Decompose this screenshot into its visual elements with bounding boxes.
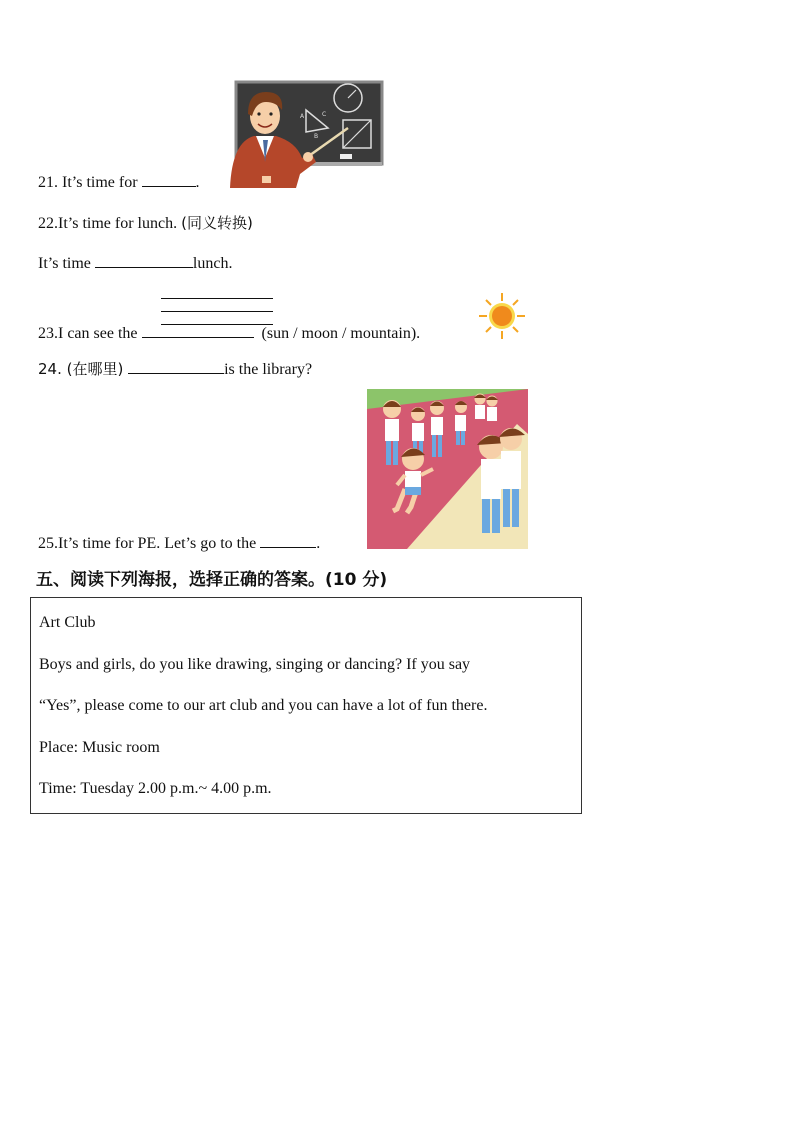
answer-blank-21[interactable] [142, 172, 196, 187]
svg-text:A: A [300, 113, 305, 120]
poster-time: Time: Tuesday 2.00 p.m.~ 4.00 p.m. [39, 780, 272, 797]
answer-blank-23-b[interactable] [161, 311, 273, 312]
question-24-note: 24. (在哪里) [38, 360, 129, 378]
art-club-poster [30, 597, 582, 814]
question-22-note: (同义转换) [181, 214, 253, 232]
answer-blank-22[interactable] [95, 253, 193, 268]
question-23 [38, 323, 420, 343]
svg-text:B: B [314, 133, 319, 140]
question-21: 21. It’s time for . [38, 174, 200, 191]
question-22-answer-line: It’s time lunch. [38, 255, 233, 272]
question-25-text: 25.It’s time for PE. Let’s go to the [38, 535, 261, 552]
answer-blank-23[interactable] [142, 323, 254, 338]
question-22-text: 22.It’s time for lunch. [38, 215, 178, 232]
question-25: 25.It’s time for PE. Let’s go to the . [38, 535, 321, 552]
question-24: 24. (在哪里) is the library? [38, 360, 313, 378]
answer-blank-25[interactable] [260, 533, 316, 548]
section-5-heading: 五、阅读下列海报，选择正确的答案。(10 分) [36, 570, 388, 590]
poster-place: Place: Music room [39, 739, 160, 756]
sun-icon [478, 292, 526, 340]
question-21-text: 21. It’s time for [38, 174, 142, 191]
poster-title: Art Club [39, 614, 96, 631]
poster-line-2: “Yes”, please come to our art club and you can have a lot of fun there. [39, 697, 488, 714]
pe-long-jump-image [367, 389, 528, 549]
teacher-chalkboard-image [228, 80, 384, 188]
answer-blank-23-a[interactable] [161, 298, 273, 299]
answer-blank-24[interactable] [128, 359, 224, 374]
question-23-text: 23.I can see the [38, 325, 142, 342]
question-23-options: (sun / moon / mountain). [261, 325, 421, 342]
svg-text:C: C [322, 111, 327, 118]
question-22 [38, 212, 253, 233]
poster-line-1: Boys and girls, do you like drawing, singing or dancing? If you say [39, 656, 471, 673]
